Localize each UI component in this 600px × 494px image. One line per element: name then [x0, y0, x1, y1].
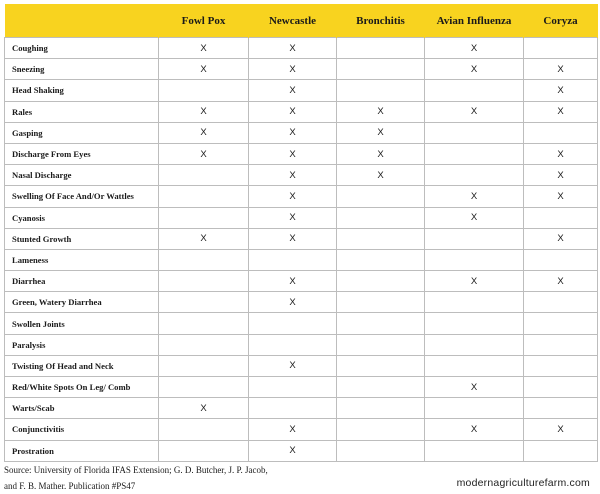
symptom-mark-cell	[337, 440, 425, 461]
symptom-mark-cell: X	[524, 80, 598, 101]
symptom-mark-cell	[159, 165, 249, 186]
header-disease: Avian Influenza	[425, 4, 524, 38]
symptom-mark-cell	[249, 377, 337, 398]
watermark: modernagriculturefarm.com	[456, 477, 590, 489]
table-row	[5, 440, 598, 461]
symptom-mark-cell	[524, 122, 598, 143]
symptom-mark-cell	[425, 355, 524, 376]
symptom-mark-cell: X	[249, 165, 337, 186]
source-line: and F. B. Mather. Publication #PS47	[4, 481, 136, 491]
source-line: Source: University of Florida IFAS Extension; G. D. Butcher, J. P. Jacob,	[4, 465, 268, 475]
symptom-label: Red/White Spots On Leg/ Comb	[5, 377, 159, 398]
symptom-mark-cell: X	[159, 101, 249, 122]
symptom-mark-cell: X	[524, 419, 598, 440]
symptom-label: Cyanosis	[5, 207, 159, 228]
symptom-mark-cell	[425, 440, 524, 461]
symptom-mark-cell	[425, 143, 524, 164]
symptom-mark-cell	[159, 292, 249, 313]
symptom-mark-cell	[425, 122, 524, 143]
symptom-mark-cell: X	[249, 355, 337, 376]
symptom-label: Head Shaking	[5, 80, 159, 101]
symptom-label: Warts/Scab	[5, 398, 159, 419]
symptom-label: Paralysis	[5, 334, 159, 355]
symptom-mark-cell: X	[159, 38, 249, 59]
symptom-mark-cell	[524, 249, 598, 270]
symptom-mark-cell: X	[249, 440, 337, 461]
symptom-mark-cell	[337, 292, 425, 313]
symptom-mark-cell: X	[159, 143, 249, 164]
symptom-mark-cell	[337, 38, 425, 59]
symptom-label: Nasal Discharge	[5, 165, 159, 186]
symptom-mark-cell: X	[425, 207, 524, 228]
symptom-mark-cell	[159, 271, 249, 292]
symptom-mark-cell	[425, 249, 524, 270]
symptom-mark-cell	[524, 38, 598, 59]
symptom-mark-cell: X	[425, 186, 524, 207]
table-row	[5, 186, 598, 207]
symptom-mark-cell	[337, 271, 425, 292]
symptom-mark-cell: X	[425, 377, 524, 398]
symptom-mark-cell	[337, 228, 425, 249]
symptom-mark-cell	[524, 334, 598, 355]
table-row	[5, 271, 598, 292]
symptom-mark-cell	[337, 59, 425, 80]
symptom-mark-cell	[159, 80, 249, 101]
symptom-mark-cell	[524, 207, 598, 228]
symptom-mark-cell	[524, 313, 598, 334]
symptom-label: Lameness	[5, 249, 159, 270]
table-row	[5, 313, 598, 334]
symptom-mark-cell: X	[425, 419, 524, 440]
table-row	[5, 334, 598, 355]
table-row	[5, 80, 598, 101]
symptom-mark-cell: X	[524, 59, 598, 80]
symptom-mark-cell	[159, 419, 249, 440]
symptom-mark-cell: X	[249, 101, 337, 122]
table-row	[5, 228, 598, 249]
symptom-mark-cell	[425, 165, 524, 186]
symptom-label: Diarrhea	[5, 271, 159, 292]
symptom-mark-cell: X	[425, 59, 524, 80]
symptom-mark-cell	[337, 249, 425, 270]
table-row	[5, 122, 598, 143]
symptom-label: Discharge From Eyes	[5, 143, 159, 164]
symptom-mark-cell: X	[337, 165, 425, 186]
table-row	[5, 249, 598, 270]
table-row	[5, 165, 598, 186]
symptom-mark-cell: X	[249, 143, 337, 164]
symptom-mark-cell: X	[524, 228, 598, 249]
symptom-mark-cell: X	[524, 143, 598, 164]
table-row	[5, 355, 598, 376]
symptom-mark-cell	[425, 398, 524, 419]
symptom-mark-cell: X	[249, 207, 337, 228]
table-row	[5, 59, 598, 80]
table-row	[5, 398, 598, 419]
symptom-label: Swelling Of Face And/Or Wattles	[5, 186, 159, 207]
symptom-mark-cell	[249, 313, 337, 334]
header-disease: Fowl Pox	[159, 4, 249, 38]
symptom-mark-cell	[524, 398, 598, 419]
symptom-mark-cell	[159, 249, 249, 270]
symptom-label: Swollen Joints	[5, 313, 159, 334]
symptom-mark-cell	[524, 292, 598, 313]
symptom-mark-cell: X	[249, 292, 337, 313]
header-corner	[5, 4, 159, 38]
table-row	[5, 292, 598, 313]
symptom-label: Prostration	[5, 440, 159, 461]
symptom-mark-cell	[337, 186, 425, 207]
symptom-mark-cell	[249, 334, 337, 355]
symptom-label: Stunted Growth	[5, 228, 159, 249]
symptom-mark-cell: X	[159, 228, 249, 249]
table-body	[5, 38, 598, 462]
symptom-label: Sneezing	[5, 59, 159, 80]
symptom-mark-cell	[337, 355, 425, 376]
symptom-mark-cell	[425, 334, 524, 355]
symptom-mark-cell	[159, 377, 249, 398]
symptom-mark-cell	[524, 377, 598, 398]
symptom-mark-cell	[524, 440, 598, 461]
symptom-mark-cell: X	[249, 59, 337, 80]
symptom-mark-cell	[337, 313, 425, 334]
symptom-label: Green, Watery Diarrhea	[5, 292, 159, 313]
symptom-mark-cell: X	[249, 419, 337, 440]
symptom-mark-cell	[425, 228, 524, 249]
table-row	[5, 143, 598, 164]
symptom-mark-cell: X	[249, 80, 337, 101]
symptom-mark-cell	[159, 207, 249, 228]
header-disease: Coryza	[524, 4, 598, 38]
symptom-mark-cell: X	[249, 122, 337, 143]
symptom-mark-cell: X	[425, 38, 524, 59]
symptom-mark-cell: X	[159, 59, 249, 80]
table-row	[5, 377, 598, 398]
table-row	[5, 38, 598, 59]
header-disease: Bronchitis	[337, 4, 425, 38]
symptom-label: Twisting Of Head and Neck	[5, 355, 159, 376]
table-row	[5, 207, 598, 228]
symptom-mark-cell	[425, 313, 524, 334]
symptom-mark-cell: X	[337, 122, 425, 143]
symptom-mark-cell: X	[524, 165, 598, 186]
symptom-mark-cell	[337, 377, 425, 398]
symptom-mark-cell	[425, 292, 524, 313]
symptom-mark-cell: X	[524, 271, 598, 292]
symptom-mark-cell: X	[249, 38, 337, 59]
symptom-mark-cell: X	[159, 122, 249, 143]
symptom-label: Rales	[5, 101, 159, 122]
source-note	[4, 462, 268, 494]
symptom-mark-cell: X	[159, 398, 249, 419]
symptom-disease-table	[4, 4, 598, 462]
symptom-mark-cell	[337, 398, 425, 419]
symptom-mark-cell	[337, 207, 425, 228]
symptom-mark-cell: X	[337, 101, 425, 122]
symptom-mark-cell	[524, 355, 598, 376]
header-row	[5, 4, 598, 38]
symptom-mark-cell	[337, 80, 425, 101]
symptom-mark-cell	[337, 334, 425, 355]
symptom-mark-cell: X	[425, 271, 524, 292]
symptom-label: Gasping	[5, 122, 159, 143]
symptom-mark-cell	[337, 419, 425, 440]
symptom-mark-cell	[159, 334, 249, 355]
table-row	[5, 419, 598, 440]
symptom-mark-cell: X	[249, 186, 337, 207]
symptom-label: Coughing	[5, 38, 159, 59]
symptom-mark-cell	[249, 249, 337, 270]
symptom-label: Conjunctivitis	[5, 419, 159, 440]
table-row	[5, 101, 598, 122]
header-disease: Newcastle	[249, 4, 337, 38]
symptom-mark-cell	[159, 313, 249, 334]
symptom-mark-cell	[249, 398, 337, 419]
symptom-mark-cell: X	[524, 186, 598, 207]
symptom-mark-cell	[425, 80, 524, 101]
symptom-mark-cell: X	[337, 143, 425, 164]
symptom-mark-cell: X	[524, 101, 598, 122]
symptom-mark-cell: X	[249, 228, 337, 249]
symptom-mark-cell	[159, 355, 249, 376]
symptom-mark-cell: X	[249, 271, 337, 292]
symptom-mark-cell	[159, 440, 249, 461]
symptom-mark-cell	[159, 186, 249, 207]
symptom-mark-cell: X	[425, 101, 524, 122]
